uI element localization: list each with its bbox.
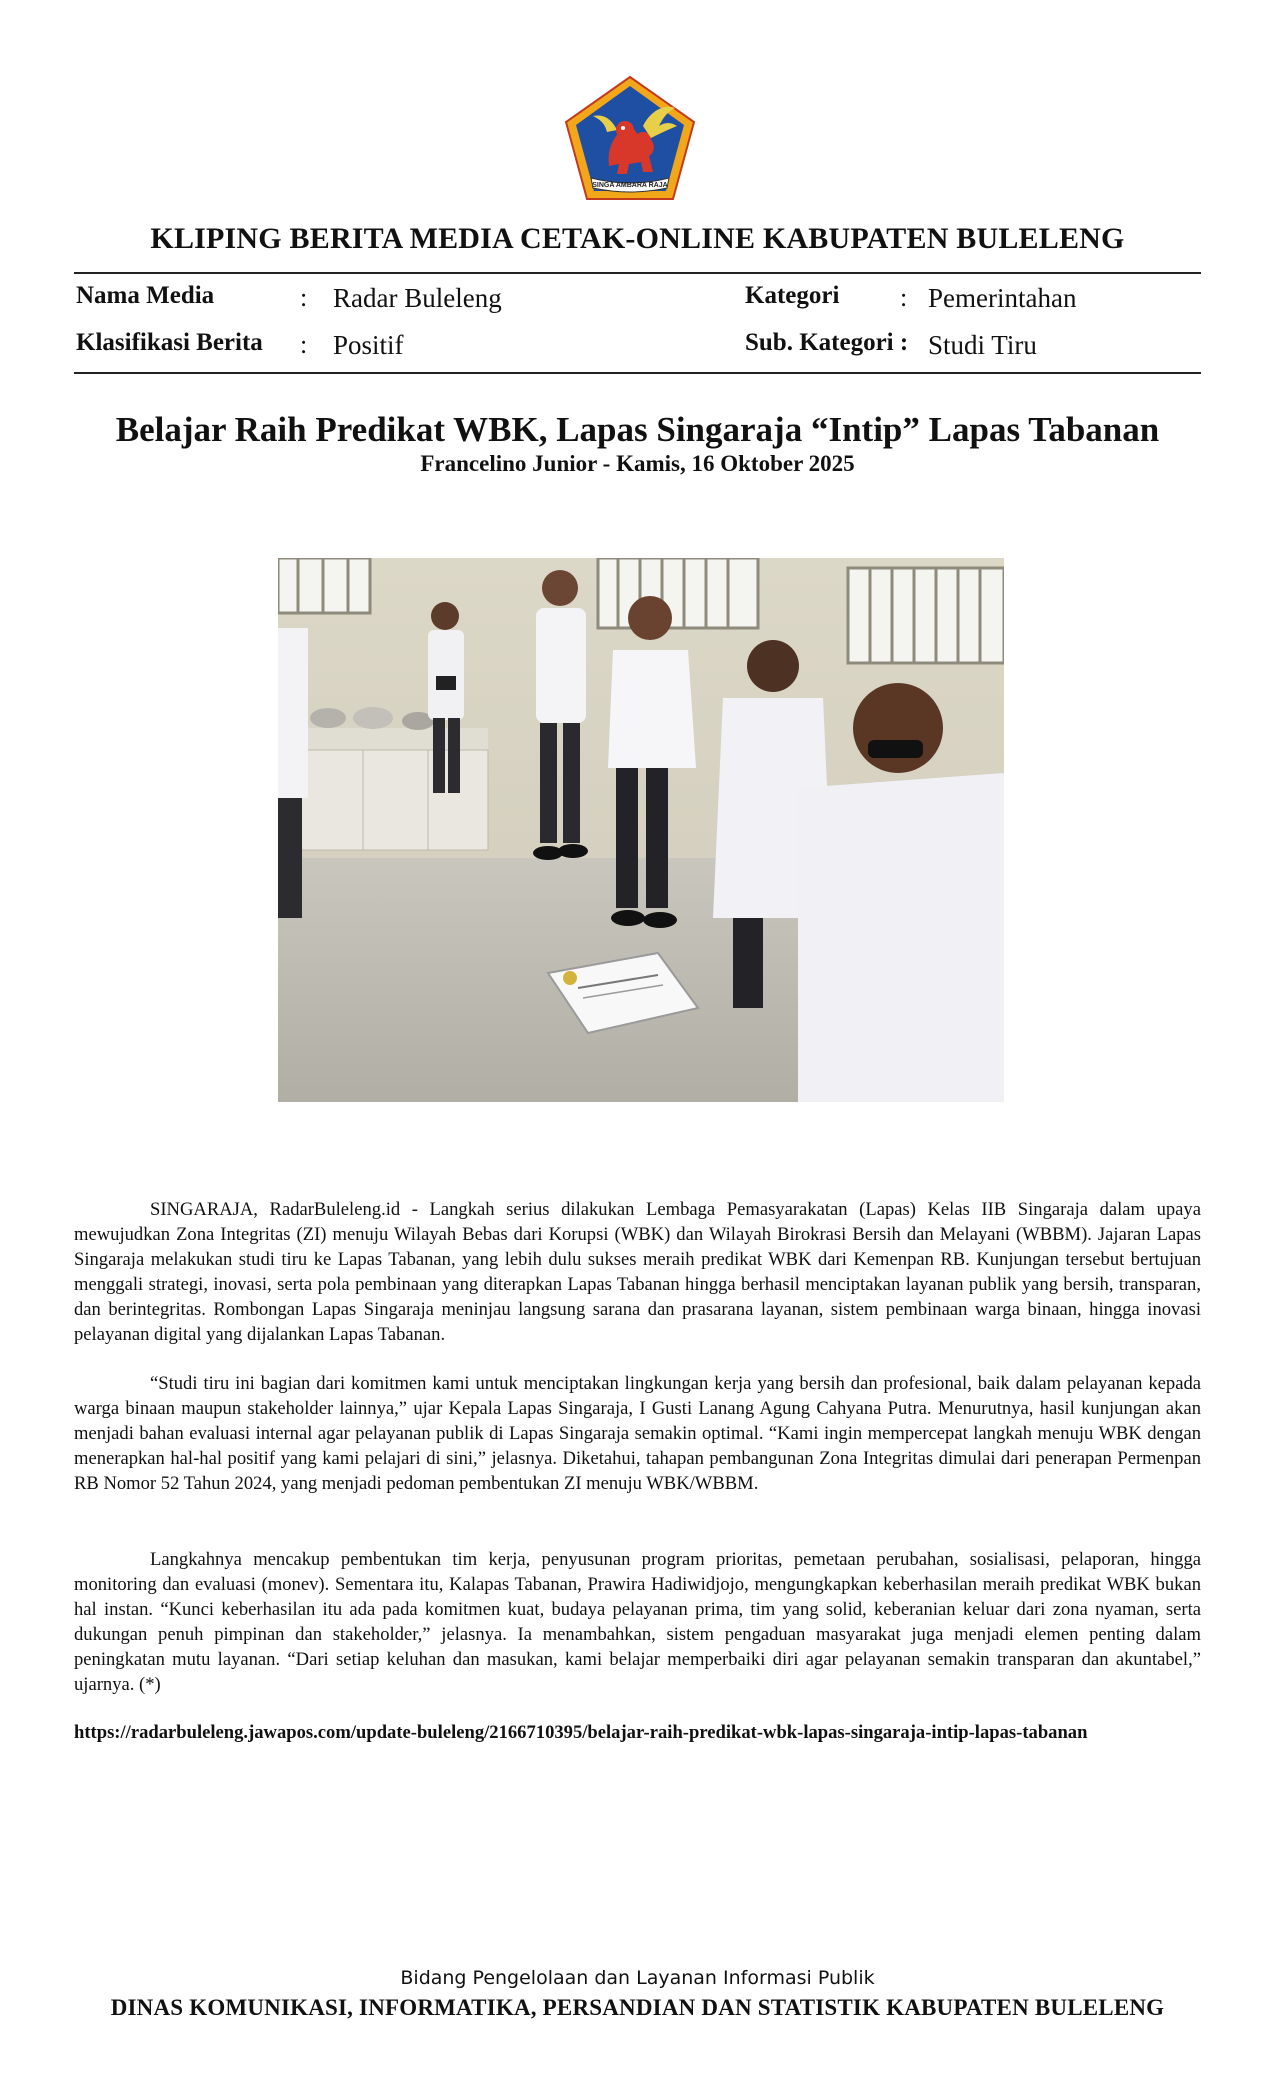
category-label: Kategori bbox=[745, 282, 840, 309]
crest-motto: SINGA AMBARA RAJA bbox=[592, 182, 668, 189]
media-name-label: Nama Media bbox=[76, 282, 215, 309]
article-date: Kamis, 16 Oktober 2025 bbox=[616, 451, 855, 476]
news-classification-colon: : bbox=[300, 330, 308, 359]
footer-agency-name: DINAS KOMUNIKASI, INFORMATIKA, PERSANDIAN DAN STATISTIK KABUPATEN BULELENG bbox=[110, 1995, 1165, 2020]
buleleng-regency-crest-icon bbox=[563, 74, 697, 202]
regency-crest-logo bbox=[563, 74, 697, 202]
news-classification-label: Klasifikasi Berita bbox=[76, 329, 263, 356]
source-url-link[interactable]: https://radarbuleleng.jawapos.com/update-buleleng/2166710395/belajar-raih-predikat-wbk-lapas-singaraja-intip-lapas-tabanan bbox=[74, 1722, 1088, 1743]
footer-unit-name: Bidang Pengelolaan dan Layanan Informasi Publik bbox=[400, 1967, 875, 1989]
media-name-colon: : bbox=[300, 283, 308, 312]
document-title: KLIPING BERITA MEDIA CETAK-ONLINE KABUPATEN BULELENG bbox=[150, 222, 1125, 255]
article-paragraph-1 bbox=[74, 1197, 1201, 1347]
paragraph-text: Langkahnya mencakup pembentukan tim kerja, penyusunan program prioritas, pemetaan perubahan, sosialisasi, pelaporan, hingga monitoring dan evaluasi (monev). Sementara itu, Kalapas Tabanan, Prawira Hadiwidjojo, mengungkapkan keberhasilan meraih predikat WBK bukan hal instan. “Kunci keberhasilan itu ada pada komitmen kuat, budaya pelayanan prima, tim yang solid, keberanian keluar dari zona nyaman, serta dukungan penuh pimpinan dan stakeholder,” jelasnya. Ia menambahkan, sistem pengaduan masyarakat juga menjadi elemen penting dalam peningkatan mutu layanan. “Dari setiap keluhan dan masukan, kami belajar memperbaiki diri agar pelayanan semakin transparan dan akuntabel,” ujarnya. (*) bbox=[74, 1549, 1201, 1695]
byline-separator: - bbox=[596, 451, 617, 476]
paragraph-text: SINGARAJA, RadarBuleleng.id - Langkah serius dilakukan Lembaga Pemasyarakatan (Lapas) Kelas IIB Singaraja dalam upaya mewujudkan Zona Integritas (ZI) menuju Wilayah Bebas dari Korupsi (WBK) dan Wilayah Birokrasi Bersih dan Melayani (WBBM). Jajaran Lapas Singaraja melakukan studi tiru ke Lapas Tabanan, yang lebih dulu sukses meraih predikat WBK dari Kemenpan RB. Kunjungan tersebut bertujuan menggali strategi, inovasi, serta pola pembinaan yang diterapkan Lapas Tabanan hingga berhasil menciptakan layanan publik yang bersih, transparan, dan berintegritas. Rombongan Lapas Singaraja meninjau langsung sarana dan prasarana layanan, sistem pembinaan warga binaan, hingga inovasi pelayanan digital yang dijalankan Lapas Tabanan. bbox=[74, 1199, 1201, 1345]
subcategory-label: Sub. Kategori : bbox=[745, 329, 909, 356]
media-name-value: Radar Buleleng bbox=[333, 283, 502, 313]
category-colon: : bbox=[900, 283, 908, 312]
header-divider-top bbox=[74, 272, 1201, 274]
paragraph-text: “Studi tiru ini bagian dari komitmen kami untuk menciptakan lingkungan kerja yang bersih dan profesional, baik dalam pelayanan kepada warga binaan maupun stakeholder lainnya,” ujar Kepala Lapas Singaraja, I Gusti Lanang Agung Cahyana Putra. Menurutnya, hasil kunjungan akan menjadi bahan evaluasi internal agar pelayanan publik di Lapas Singaraja semakin optimal. “Kami ingin mempercepat langkah menuju WBK dengan menerapkan hal-hal positif yang kami pelajari di sini,” jelasnya. Diketahui, tahapan pembangunan Zona Integritas dimulai dari penerapan Permenpan RB Nomor 52 Tahun 2024, yang menjadi pedoman pembentukan ZI menuju WBK/WBBM. bbox=[74, 1373, 1201, 1494]
subcategory-value: Studi Tiru bbox=[928, 330, 1037, 360]
article-paragraph-3 bbox=[74, 1547, 1201, 1697]
article-byline bbox=[0, 451, 1275, 477]
article-author: Francelino Junior bbox=[420, 451, 597, 476]
category-value: Pemerintahan bbox=[928, 283, 1077, 313]
article-photo bbox=[278, 558, 1004, 1102]
article-paragraph-2 bbox=[74, 1371, 1201, 1496]
article-title: Belajar Raih Predikat WBK, Lapas Singaraja “Intip” Lapas Tabanan bbox=[115, 410, 1160, 449]
header-divider-bottom bbox=[74, 372, 1201, 374]
news-classification-value: Positif bbox=[333, 330, 404, 360]
